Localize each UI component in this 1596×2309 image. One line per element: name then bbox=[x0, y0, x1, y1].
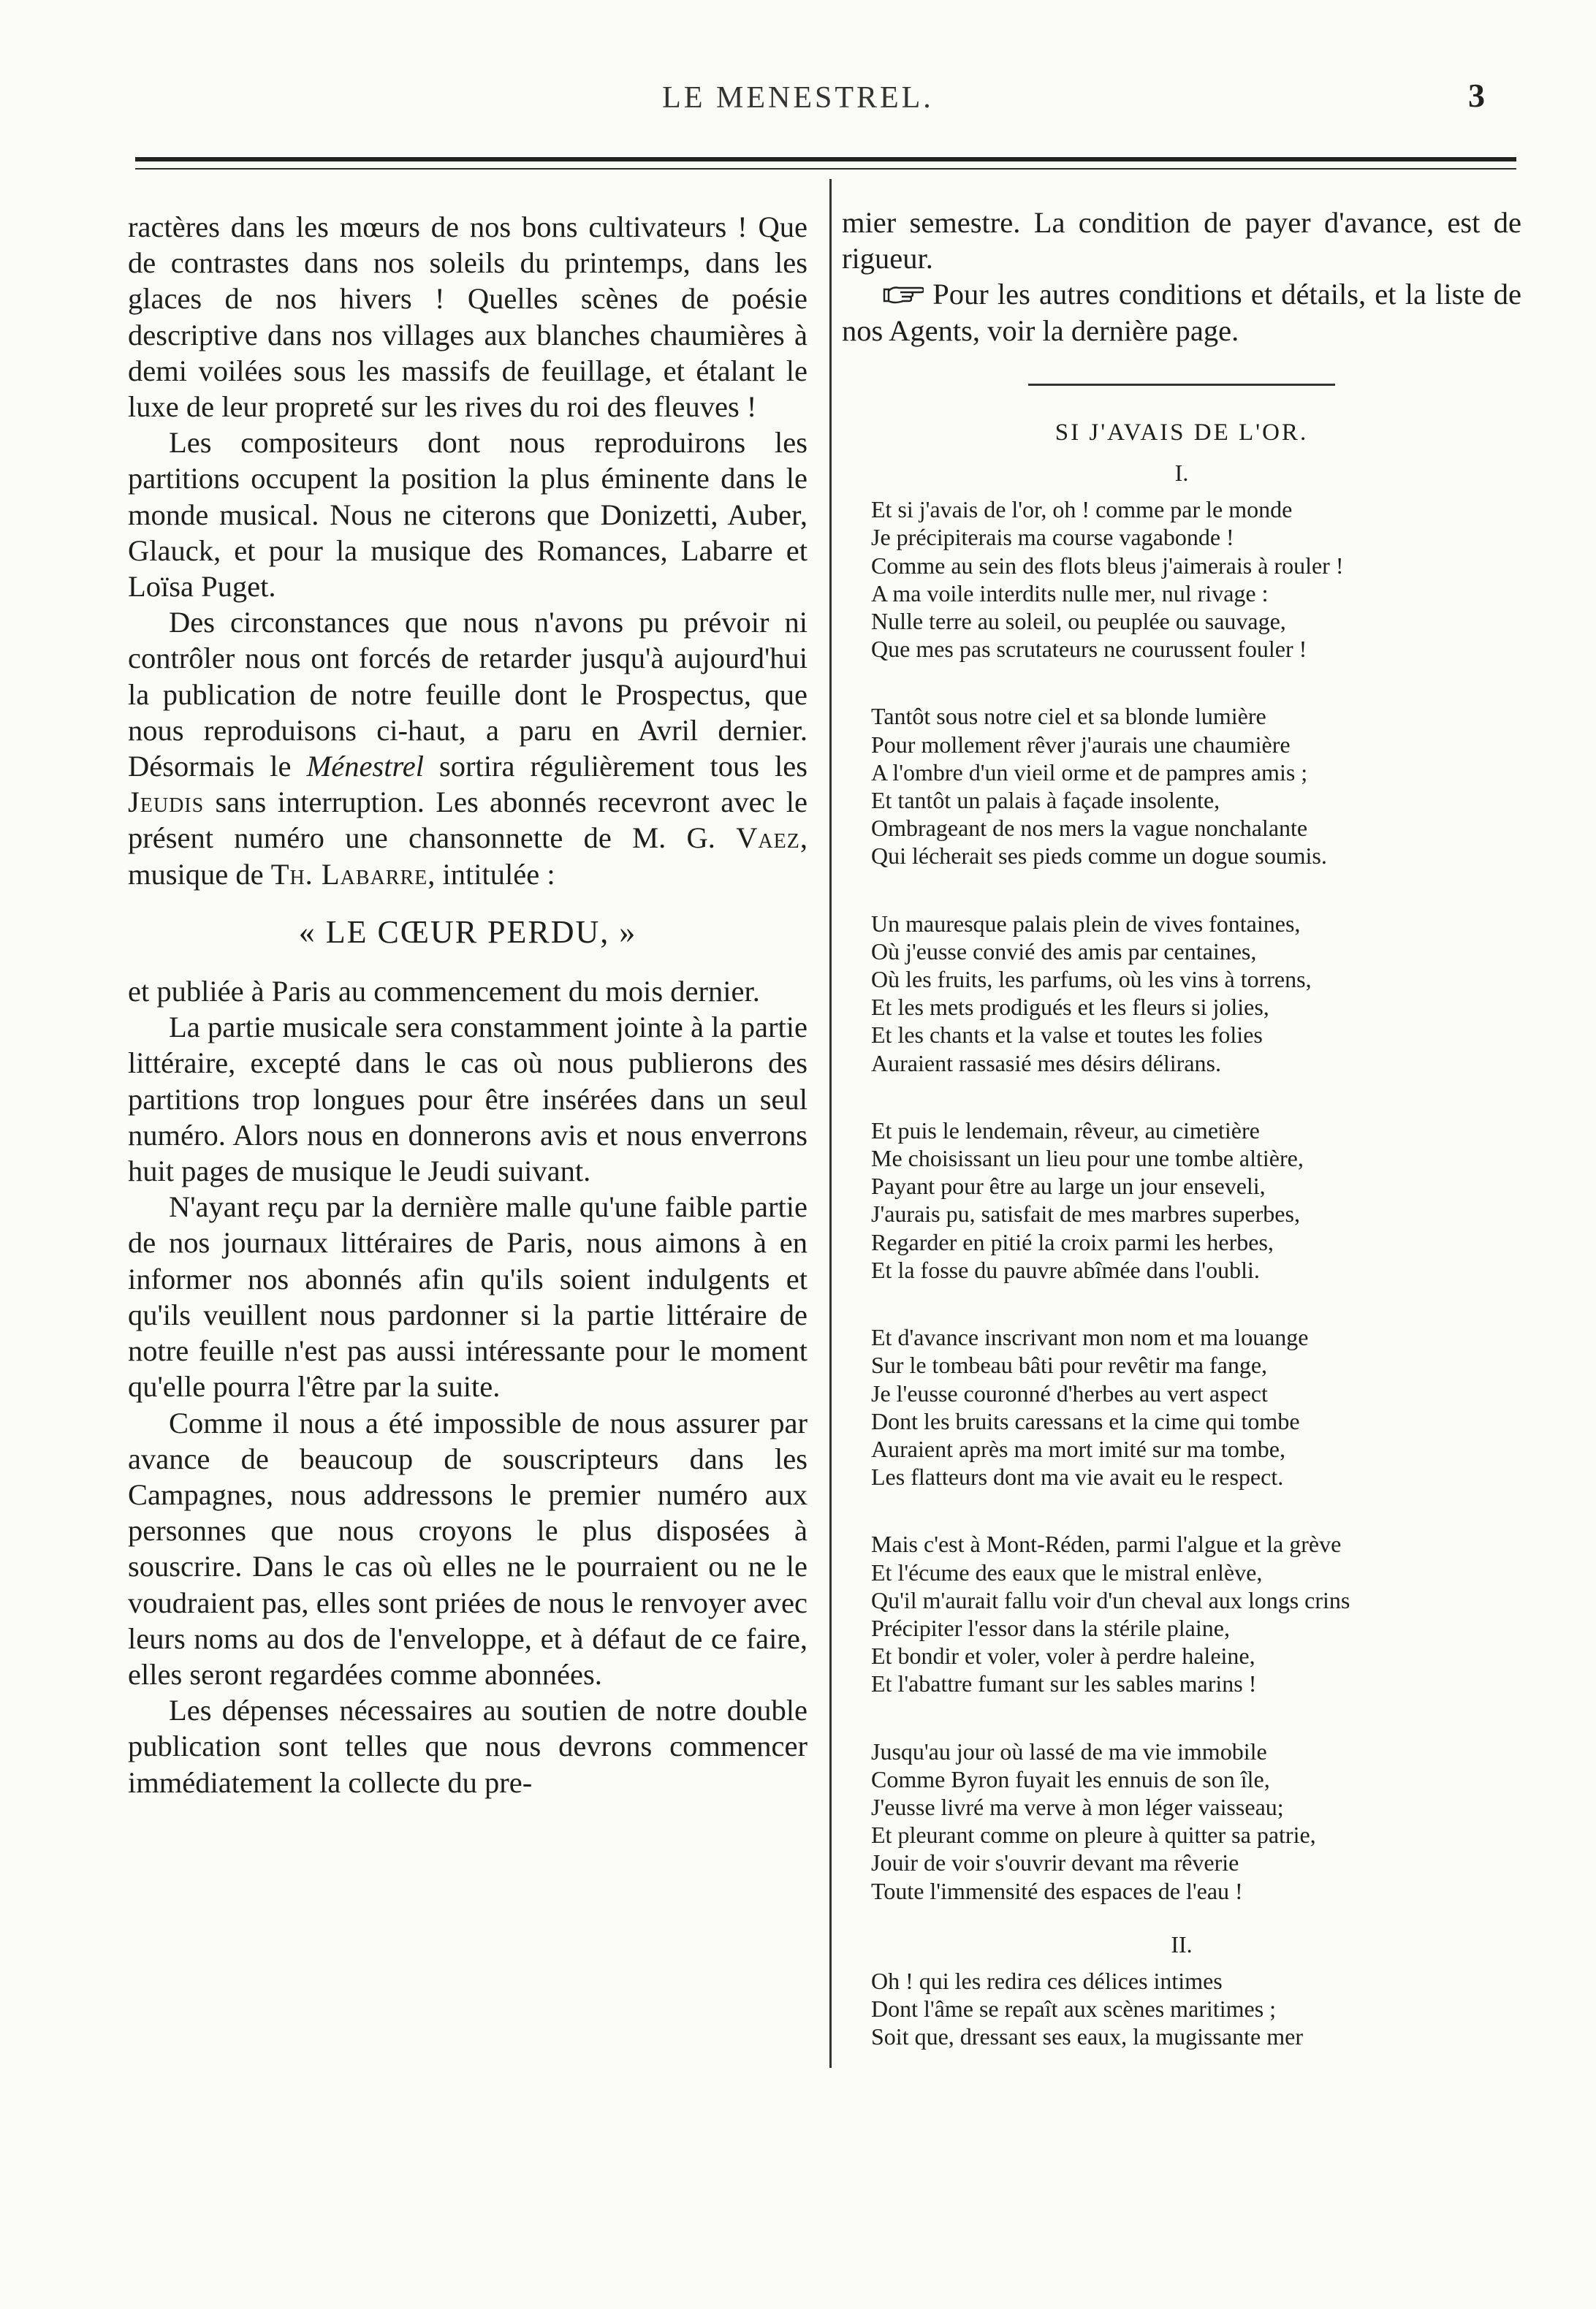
paragraph: ractères dans les mœurs de nos bons cultivateurs ! Que de contrastes dans nos soleils du printemps, dans les glaces de nos hivers ! Quelles scènes de poésie descriptive dans nos villages aux blanches chaumières à demi voilées sous les massifs de feuillage, et étalant le luxe de leur propreté sur les rives du roi des fleuves ! bbox=[128, 210, 808, 424]
poem-stanza bbox=[871, 1738, 1521, 1905]
poem-line: Je l'eusse couronné d'herbes au vert aspect bbox=[871, 1380, 1268, 1407]
header-rule-thick bbox=[135, 157, 1516, 161]
paragraph: et publiée à Paris au commencement du mois dernier. bbox=[128, 975, 760, 1008]
poem-stanza bbox=[871, 1117, 1521, 1284]
poem-line: Et puis le lendemain, rêveur, au cimetière bbox=[871, 1117, 1260, 1144]
section-rule bbox=[1028, 384, 1335, 386]
column-divider bbox=[829, 179, 832, 2068]
poem-line: Et bondir et voler, voler à perdre haleine, bbox=[871, 1643, 1255, 1670]
paragraph: Les dépenses nécessaires au soutien de notre double publication sont telles que nous devrons commencer immédiatement la collecte du pre- bbox=[128, 1694, 808, 1799]
song-title: « LE CŒUR PERDU, » bbox=[298, 913, 637, 950]
left-column bbox=[128, 209, 808, 1800]
paragraph: N'ayant reçu par la dernière malle qu'une faible partie de nos journaux littéraires de Paris, nous aimons à en informer nos abonnés afin qu'ils soient indulgents et qu'ils veuillent nous pardonner si la partie littéraire de notre feuille n'est pas aussi intéressante pour le moment qu'elle pourra l'être par la suite. bbox=[128, 1190, 808, 1404]
poem-stanza bbox=[871, 1967, 1521, 2051]
poem-line: Mais c'est à Mont-Réden, parmi l'algue et la grève bbox=[871, 1531, 1342, 1558]
poem-line: Sur le tombeau bâti pour revêtir ma fange, bbox=[871, 1352, 1268, 1379]
poem-line: Que mes pas scrutateurs ne courussent fouler ! bbox=[871, 636, 1307, 663]
paragraph-agents: Pour les autres conditions et détails, et la liste de nos Agents, voir la dernière page. bbox=[842, 278, 1521, 347]
poem-line: Et l'abattre fumant sur les sables marins ! bbox=[871, 1670, 1257, 1697]
poem-stanza bbox=[871, 910, 1521, 1077]
header-rule-thin bbox=[135, 168, 1516, 170]
poem-line: Auraient après ma mort imité sur ma tombe, bbox=[871, 1435, 1285, 1462]
poem-line: Et la fosse du pauvre abîmée dans l'oubli. bbox=[871, 1256, 1260, 1283]
poem-line: Dont l'âme se repaît aux scènes maritimes ; bbox=[871, 1996, 1277, 2023]
poem-line: Et d'avance inscrivant mon nom et ma louange bbox=[871, 1324, 1309, 1351]
paragraph: Comme il nous a été impossible de nous assurer par avance de beaucoup de souscripteurs dans les Campagnes, nous addressons le premier numéro aux personnes que nous croyons le plus disposées à souscrire. Dans le cas où elles ne le pourraient ou ne le voudraient pas, elles sont priées de nous le renvoyer avec leurs noms au dos de l'enveloppe, et à défaut de ce faire, elles seront regardées comme abonnées. bbox=[128, 1406, 808, 1691]
poem-line: Et tantôt un palais à façade insolente, bbox=[871, 787, 1220, 814]
poem-stanza bbox=[871, 495, 1521, 663]
poem-line: J'aurais pu, satisfait de mes marbres superbes, bbox=[871, 1201, 1300, 1228]
poem-stanza bbox=[871, 1530, 1521, 1697]
poem-part-label: I. bbox=[1174, 460, 1189, 487]
pointing-hand-icon bbox=[883, 284, 924, 305]
poem-line: Et les mets prodigués et les fleurs si jolies, bbox=[871, 994, 1269, 1021]
poem-line: Où les fruits, les parfums, où les vins à torrens, bbox=[871, 966, 1312, 993]
page-number: 3 bbox=[1468, 77, 1485, 114]
paragraph: La partie musicale sera constamment jointe à la partie littéraire, excepté dans le cas où nous publierons des partitions trop longues pour être insérées dans un seul numéro. Alors nous en donnerons avis et nous enverrons huit pages de musique le Jeudi suivant. bbox=[128, 1011, 808, 1188]
poem-line: Ombrageant de nos mers la vague nonchalante bbox=[871, 815, 1308, 842]
poem-line: Et l'écume des eaux que le mistral enlève, bbox=[871, 1559, 1263, 1586]
poem-line: Nulle terre au soleil, ou peuplée ou sauvage, bbox=[871, 608, 1286, 635]
poem-line: Me choisissant un lieu pour une tombe altière, bbox=[871, 1145, 1304, 1172]
poem-line: Toute l'immensité des espaces de l'eau ! bbox=[871, 1877, 1243, 1904]
poem-line: Comme au sein des flots bleus j'aimerais à rouler ! bbox=[871, 552, 1344, 579]
poem-line: Auraient rassasié mes désirs délirans. bbox=[871, 1049, 1221, 1076]
journal-name: Ménestrel bbox=[306, 750, 424, 783]
poem-line: Où j'eusse convié des amis par centaines, bbox=[871, 937, 1257, 965]
poem-title: SI J'AVAIS DE L'OR. bbox=[1054, 419, 1309, 446]
poem-line: A l'ombre d'un vieil orme et de pampres amis ; bbox=[871, 758, 1308, 785]
poem-line: Qu'il m'aurait fallu voir d'un cheval aux longs crins bbox=[871, 1586, 1350, 1613]
poem-line: Et pleurant comme on pleure à quitter sa patrie, bbox=[871, 1822, 1316, 1849]
poem-body bbox=[842, 495, 1521, 2050]
poem-line: Un mauresque palais plein de vives fontaines, bbox=[871, 910, 1301, 937]
poem-line: Dont les bruits caressans et la cime qui tombe bbox=[871, 1407, 1300, 1434]
poem-line: Et si j'avais de l'or, oh ! comme par le monde bbox=[871, 496, 1293, 523]
running-title: LE MENESTREL. bbox=[662, 81, 934, 115]
poem-line: Les flatteurs dont ma vie avait eu le respect. bbox=[871, 1464, 1284, 1491]
poem-line: Comme Byron fuyait les ennuis de son île, bbox=[871, 1765, 1270, 1792]
paragraph: mier semestre. La condition de payer d'avance, est de rigueur. bbox=[842, 206, 1521, 275]
poem-part-label: II. bbox=[1171, 1930, 1193, 1958]
page-header bbox=[0, 77, 1596, 132]
paragraph-publication-notice: Des circonstances que nous n'avons pu prévoir ni contrôler nous ont forcés de retarder jusqu'à aujourd'hui la publication de notre feuille dont le Prospectus, que nous reproduisons ci-haut, a paru en Avril dernier. Désormais le Ménestrel sortira régulièrement tous les Jeudis sans interruption. Les abonnés recevront avec le présent numéro une chansonnette de M. G. Vaez, musique de Th. Labarre, intitulée : bbox=[128, 606, 808, 891]
poem-line: Précipiter l'essor dans la stérile plaine, bbox=[871, 1614, 1230, 1641]
poem-line: Je précipiterais ma course vagabonde ! bbox=[871, 524, 1234, 551]
poem-line: Pour mollement rêver j'aurais une chaumière bbox=[871, 731, 1291, 758]
poem-line: Tantôt sous notre ciel et sa blonde lumière bbox=[871, 703, 1266, 730]
poem-line: Payant pour être au large un jour enseveli, bbox=[871, 1173, 1266, 1200]
right-column bbox=[842, 205, 1521, 2091]
poem-line: Et les chants et la valse et toutes les folies bbox=[871, 1022, 1263, 1049]
poem-line: Jouir de voir s'ouvrir devant ma rêverie bbox=[871, 1849, 1239, 1876]
poem-stanza bbox=[871, 702, 1521, 870]
poem-line: A ma voile interdits nulle mer, nul rivage : bbox=[871, 579, 1269, 606]
poem-line: Oh ! qui les redira ces délices intimes bbox=[871, 1967, 1223, 1994]
poem-stanza bbox=[871, 1323, 1521, 1491]
poem-line: Jusqu'au jour où lassé de ma vie immobile bbox=[871, 1738, 1267, 1765]
poem-line: J'eusse livré ma verve à mon léger vaisseau; bbox=[871, 1793, 1284, 1820]
poem-line: Qui lécherait ses pieds comme un dogue soumis. bbox=[871, 842, 1327, 870]
poem-line: Soit que, dressant ses eaux, la mugissante mer bbox=[871, 2023, 1303, 2050]
poem-line: Regarder en pitié la croix parmi les herbes, bbox=[871, 1228, 1274, 1255]
paragraph: Les compositeurs dont nous reproduirons les partitions occupent la position la plus éminente dans le monde musical. Nous ne citerons que Donizetti, Auber, Glauck, et pour la musique des Romances, Labarre et Loïsa Puget. bbox=[128, 426, 808, 604]
